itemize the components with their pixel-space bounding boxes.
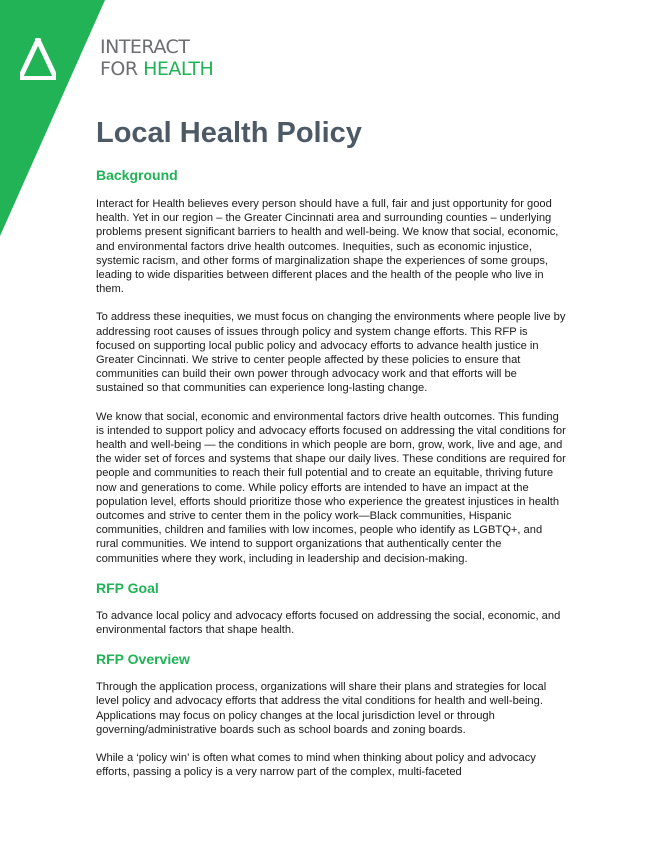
logo-line-interact: INTERACT [100,36,190,58]
section-heading-rfp-overview: RFP Overview [96,651,190,668]
background-paragraph-3: We know that social, economic and environmental factors drive health outcomes. This funding is intended to support policy and advocacy efforts focused on addressing the vital conditions for health and well-being — the conditions in which people are born, grow, work, live and age, and the wider set of forces and systems that shape our daily lives. These conditions are required for people and communities to reach their full potential and to create an equitable, thriving future now and generations to come. While policy efforts are intended to have an impact at the population level, efforts should prioritize those who experience the greatest injustices in health outcomes and strive to center them in the policy work—Black communities, Hispanic communities, children and families with low incomes, people who identify as LGBTQ+, and rural communities. We intend to support organizations that authentically center the communities where they work, including in leadership and decision-making. [96,410,566,565]
section-heading-rfp-goal: RFP Goal [96,579,159,596]
logo-health-text: HEALTH [143,58,214,80]
section-heading-background: Background [96,167,178,183]
document-body [96,112,566,780]
brand-logo [100,36,213,80]
background-paragraph-1: Interact for Health believes every person should have a full, fair and just opportunity for good health. Yet in our region – the Greater Cincinnati area and surrounding counties – underlying problems present significant barriers to health and well-being. We know that social, economic, and environmental factors drive health outcomes. Inequities, such as economic injustice, systemic racism, and other forms of marginalization shape the experiences of some groups, leading to wide disparities between different places and the health of the people who live in them. [96,198,559,296]
green-corner-banner [0,0,110,240]
logo-for-text: FOR [100,58,144,80]
interact-for-health-mark-icon [20,38,56,82]
background-paragraph-2: To address these inequities, we must focus on changing the environments where people live by addressing root causes of issues through policy and system change efforts. This RFP is focused on supporting local public policy and advocacy efforts to advance health justice in Greater Cincinnati. We strive to center people affected by these policies to ensure that communities can build their own power through advocacy work and that efforts will be sustained so that communities can experience long-lasting change. [96,311,566,395]
rfp-overview-paragraph-1: Through the application process, organizations will share their plans and strategies for local level policy and advocacy efforts that address the vital conditions for health and well-being. Applications may focus on policy changes at the local jurisdiction level or through governing/administrative boards such as school boards and zoning boards. [96,681,547,736]
rfp-goal-paragraph: To advance local policy and advocacy efforts focused on addressing the social, economic, and environmental factors that shape health. [96,609,561,637]
page-title: Local Health Policy [96,117,362,149]
logo-line-for-health [100,58,213,80]
rfp-overview-paragraph-2: While a ‘policy win’ is often what comes to mind when thinking about policy and advocacy efforts, passing a policy is a very narrow part of the complex, multi-faceted [96,752,536,779]
